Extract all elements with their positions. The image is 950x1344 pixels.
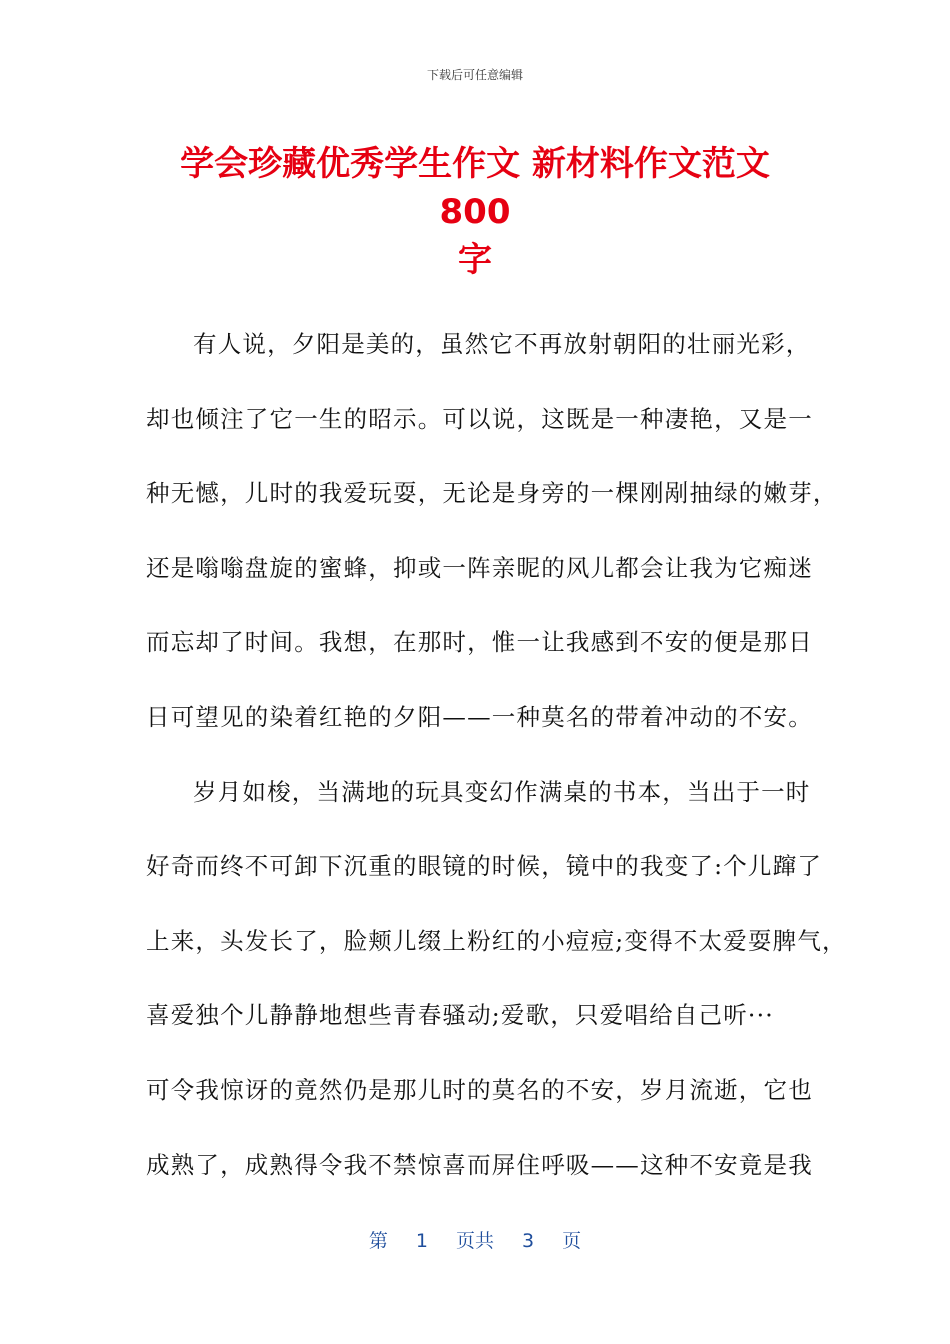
page-number-footer bbox=[0, 1226, 950, 1253]
essay-body bbox=[146, 320, 847, 1215]
paragraph-line: 成熟了，成熟得令我不禁惊喜而屏住呼吸——这种不安竟是我 bbox=[146, 1150, 813, 1179]
document-title-line-2: 字 bbox=[458, 240, 492, 280]
paragraph-line: 上来，头发长了，脸颊儿缀上粉红的小痘痘;变得不太爱耍脾气， bbox=[146, 926, 847, 955]
paragraph-line: 好奇而终不可卸下沉重的眼镜的时候，镜中的我变了:个儿蹿了 bbox=[146, 852, 823, 881]
page-total: 3 bbox=[522, 1230, 535, 1252]
page-current: 1 bbox=[415, 1230, 428, 1252]
page-prefix: 第 bbox=[368, 1230, 388, 1252]
document-title bbox=[140, 140, 810, 284]
paragraph-line: 岁月如梭，当满地的玩具变幻作满桌的书本，当出于一时 bbox=[193, 777, 811, 806]
paragraph-line: 有人说，夕阳是美的，虽然它不再放射朝阳的壮丽光彩， bbox=[193, 330, 811, 358]
paragraph-line: 却也倾注了它一生的昭示。可以说，这既是一种凄艳，又是一 bbox=[146, 404, 813, 433]
page-mid: 页共 bbox=[455, 1230, 494, 1252]
paragraph-line: 种无憾，儿时的我爱玩耍，无论是身旁的一棵刚剐抽绿的嫩芽， bbox=[146, 479, 838, 508]
page-header-note: 下载后可任意编辑 bbox=[426, 68, 523, 82]
paragraph-line: 而忘却了时间。我想，在那时，惟一让我感到不安的便是那日 bbox=[146, 628, 813, 657]
paragraph-line: 还是嗡嗡盘旋的蜜蜂，抑或一阵亲昵的风儿都会让我为它痴迷 bbox=[146, 553, 813, 582]
paragraph-line: 日可望见的染着红艳的夕阳——一种莫名的带着冲动的不安。 bbox=[146, 702, 813, 731]
document-title-line-1: 学会珍藏优秀学生作文 新材料作文范文 800 bbox=[180, 144, 770, 232]
paragraph-line: 喜爱独个儿静静地想些青春骚动;爱歌，只爱唱给自己听··· bbox=[146, 1001, 774, 1030]
page-suffix: 页 bbox=[562, 1230, 582, 1252]
paragraph-line: 可令我惊讶的竟然仍是那儿时的莫名的不安，岁月流逝，它也 bbox=[146, 1075, 813, 1104]
